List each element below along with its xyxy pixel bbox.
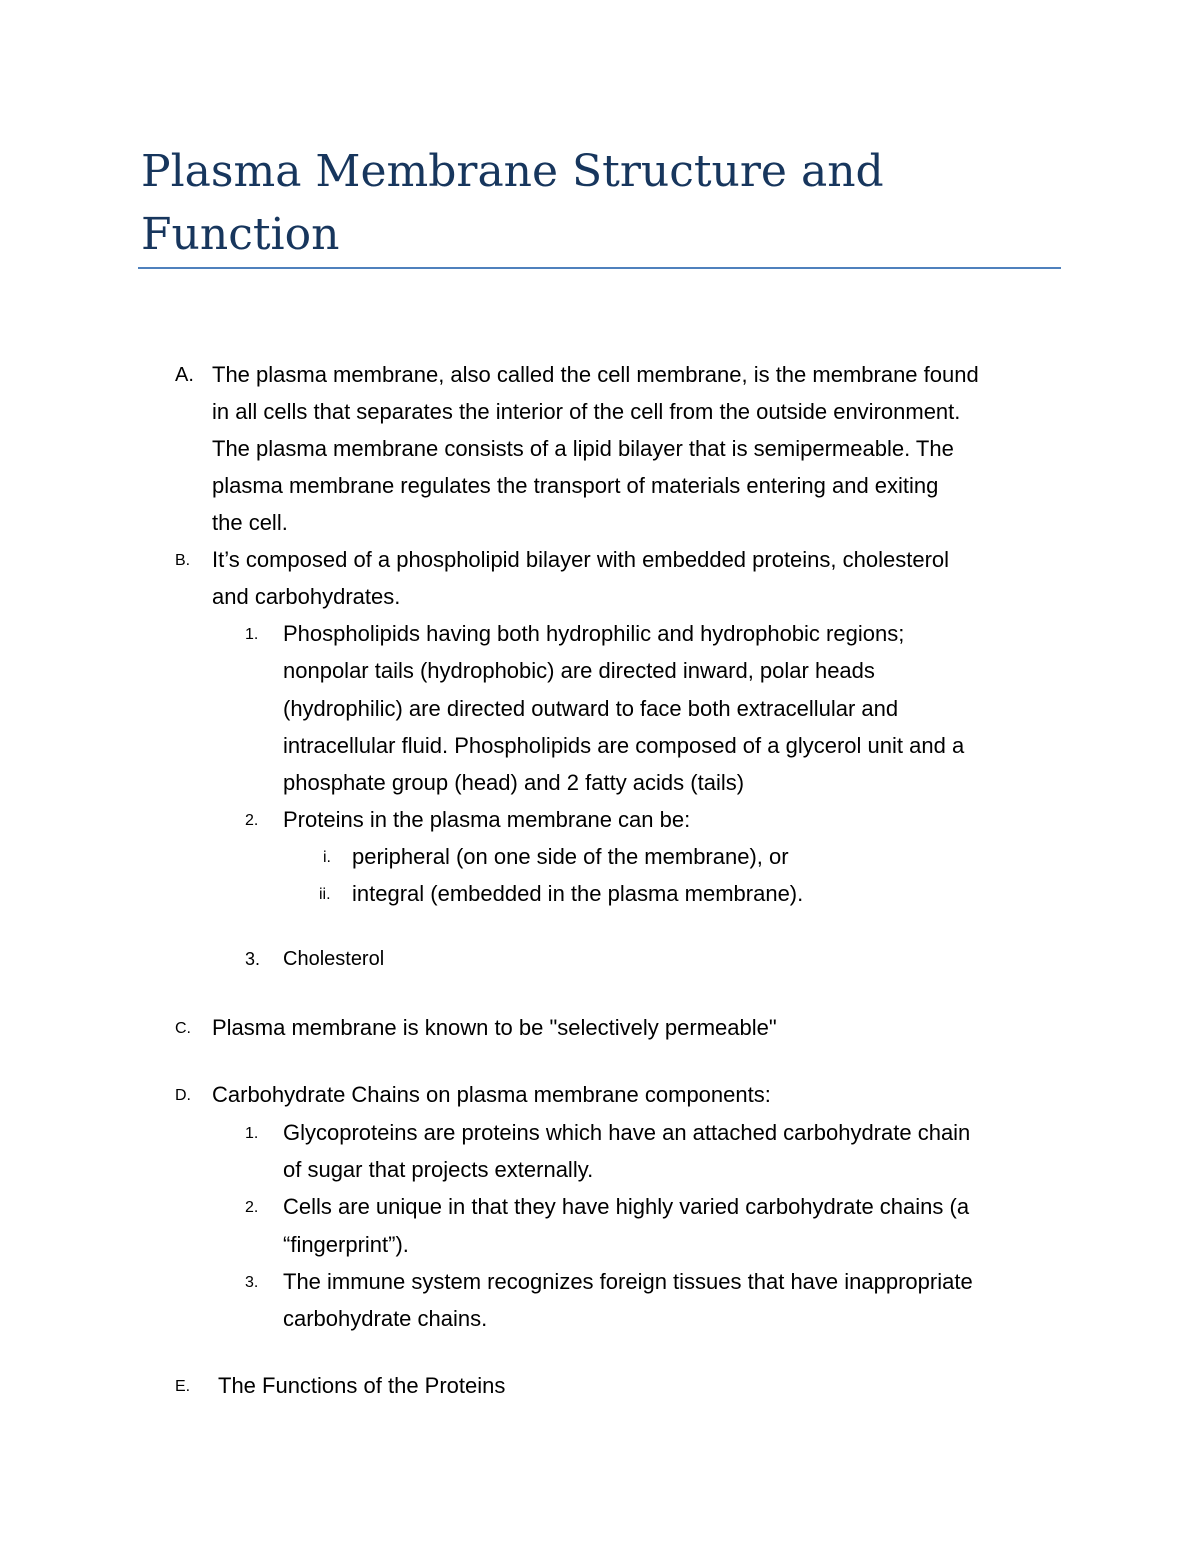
subitem-b2-i-text: peripheral (on one side of the membrane), or (352, 844, 789, 869)
item-marker-b3: 3. (245, 949, 261, 969)
item-marker-d3: 3. (245, 1274, 259, 1291)
subitem-b2-ii-text: integral (embedded in the plasma membrane). (352, 881, 804, 906)
subitem-marker-b2-i: i. (323, 849, 331, 866)
section-e-line-1: The Functions of the Proteins (218, 1373, 506, 1398)
item-marker-d2: 2. (245, 1199, 259, 1216)
section-a-line-5: the cell. (212, 510, 288, 535)
item-marker-b2: 2. (245, 812, 259, 829)
section-marker-b: B. (175, 552, 191, 569)
page-title: Plasma Membrane Structure and Function (141, 146, 884, 260)
title-underline (138, 267, 1061, 269)
section-c-line-1: Plasma membrane is known to be "selectively permeable" (212, 1015, 777, 1040)
section-a-line-3: The plasma membrane consists of a lipid bilayer that is semipermeable. The (212, 436, 954, 461)
item-marker-d1: 1. (245, 1125, 259, 1142)
item-b1-line-3: (hydrophilic) are directed outward to face both extracellular and (283, 696, 899, 721)
section-a-line-1: The plasma membrane, also called the cell membrane, is the membrane found (212, 362, 979, 387)
section-b-line-2: and carbohydrates. (212, 584, 401, 609)
item-d1-line-1: Glycoproteins are proteins which have an attached carbohydrate chain (283, 1120, 971, 1145)
item-marker-b1: 1. (245, 626, 259, 643)
item-d3-line-1: The immune system recognizes foreign tissues that have inappropriate (283, 1269, 973, 1294)
section-d-line-1: Carbohydrate Chains on plasma membrane components: (212, 1082, 771, 1107)
item-d1-line-2: of sugar that projects externally. (283, 1157, 594, 1182)
item-b1-line-5: phosphate group (head) and 2 fatty acids (tails) (283, 770, 745, 795)
item-b3-line-1: Cholesterol (283, 948, 385, 970)
item-b1-line-1: Phospholipids having both hydrophilic and hydrophobic regions; (283, 621, 905, 646)
section-a-line-2: in all cells that separates the interior of the cell from the outside environment. (212, 399, 961, 424)
item-d2-line-1: Cells are unique in that they have highly varied carbohydrate chains (a (283, 1194, 970, 1219)
item-d2-line-2: “fingerprint”). (283, 1232, 409, 1257)
section-marker-a: A. (175, 364, 194, 386)
item-b1-line-2: nonpolar tails (hydrophobic) are directed inward, polar heads (283, 658, 875, 683)
item-d3-line-2: carbohydrate chains. (283, 1306, 488, 1331)
section-marker-d: D. (175, 1087, 191, 1104)
item-b1-line-4: intracellular fluid. Phospholipids are composed of a glycerol unit and a (283, 733, 965, 758)
item-b2-line-1: Proteins in the plasma membrane can be: (283, 807, 691, 832)
section-marker-e: E. (175, 1378, 191, 1395)
section-a-line-4: plasma membrane regulates the transport of materials entering and exiting (212, 473, 939, 498)
subitem-marker-b2-ii: ii. (319, 886, 331, 903)
section-b-line-1: It’s composed of a phospholipid bilayer with embedded proteins, cholesterol (212, 547, 950, 572)
section-marker-c: C. (175, 1020, 191, 1037)
